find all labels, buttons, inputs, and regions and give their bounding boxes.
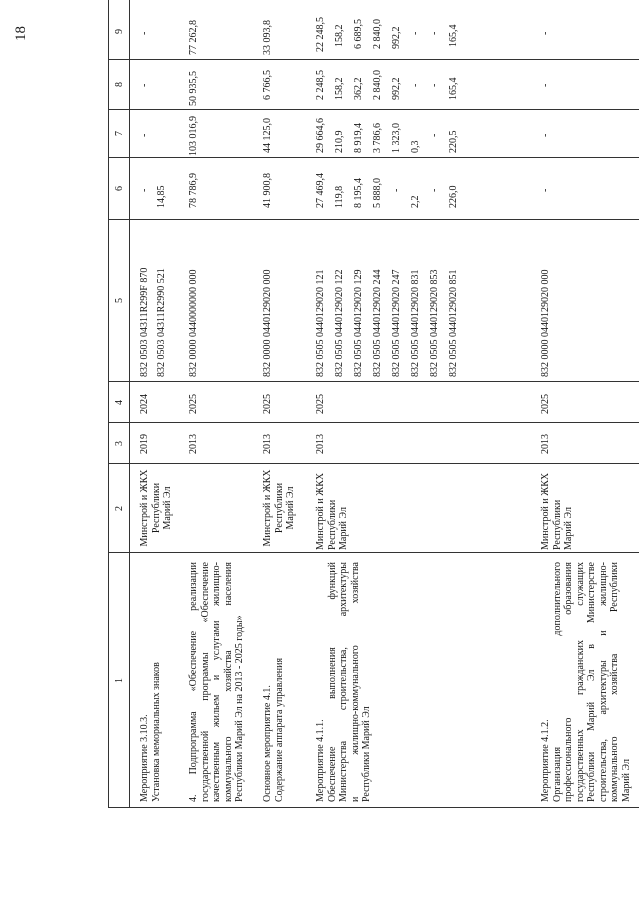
row-executor: Минстрой и ЖКХ Республики Марий Эл xyxy=(540,472,574,550)
row-value: - xyxy=(429,83,440,87)
row-budget-code: 832 0505 0440129020 121 xyxy=(315,269,326,377)
row-budget-code: 832 0505 0440129020 247 xyxy=(391,269,402,377)
row-value: 158,2 xyxy=(334,77,345,100)
row-value: 77 262,8 xyxy=(188,20,199,55)
row-value: 14,85 xyxy=(156,185,167,208)
column-divider xyxy=(108,157,639,158)
row-end-year: 2025 xyxy=(262,394,273,414)
row-start-year: 2013 xyxy=(262,434,273,454)
row-executor: Минстрой и ЖКХ Республики Марий Эл xyxy=(139,469,173,547)
row-value: 22 248,5 xyxy=(315,17,326,52)
row-value: 165,4 xyxy=(448,77,459,100)
row-value: - xyxy=(391,188,402,192)
header-col-7: 7 xyxy=(114,131,125,136)
row-end-year: 2024 xyxy=(139,394,150,414)
header-col-5: 5 xyxy=(114,298,125,303)
column-divider xyxy=(108,552,639,553)
row-value: - xyxy=(139,188,150,192)
row-budget-code: 832 0505 0440129020 853 xyxy=(429,269,440,377)
row-value: - xyxy=(540,188,551,192)
row-value: 41 900,8 xyxy=(262,173,273,208)
row-value: 27 469,4 xyxy=(315,173,326,208)
row-value: 6 766,5 xyxy=(262,70,273,100)
row-value: - xyxy=(139,133,150,137)
row-value: 8 195,4 xyxy=(353,178,364,208)
row-start-year: 2013 xyxy=(315,434,326,454)
row-start-year: 2013 xyxy=(540,434,551,454)
row-value: - xyxy=(540,83,551,87)
column-divider xyxy=(108,109,639,110)
row-value: 8 919,4 xyxy=(353,123,364,153)
row-value: 2 248,5 xyxy=(315,70,326,100)
row-value: - xyxy=(139,83,150,87)
column-divider xyxy=(108,422,639,423)
row-value: 6 689,5 xyxy=(353,19,364,49)
row-budget-code: 832 0505 0440129020 122 xyxy=(334,269,345,377)
row-start-year: 2019 xyxy=(139,434,150,454)
header-col-2: 2 xyxy=(114,506,125,511)
row-budget-code: 832 0503 04311R299F 870 xyxy=(139,267,150,377)
row-value: - xyxy=(540,133,551,137)
row-event-text: 4. Подпрограмма «Обеспечение реализации государственной программы «Обеспечение качественным жильем и услугами жилищно- коммунального хозяйства населения Республики Марий Эл на 2013 - 2025 годы» xyxy=(188,562,245,802)
row-start-year: 2013 xyxy=(188,434,199,454)
row-value: 158,2 xyxy=(334,24,345,47)
table-top-border xyxy=(108,0,109,808)
row-value: 3 786,6 xyxy=(372,123,383,153)
row-value: 119,8 xyxy=(334,185,345,208)
row-value: 992,2 xyxy=(391,77,402,100)
row-value: - xyxy=(540,31,551,35)
row-value: 50 935,5 xyxy=(188,71,199,106)
row-value: 226,0 xyxy=(448,185,459,208)
row-value: 1 323,0 xyxy=(391,123,402,153)
column-divider xyxy=(108,807,639,808)
row-end-year: 2025 xyxy=(188,394,199,414)
row-value: 33 093,8 xyxy=(262,20,273,55)
row-budget-code: 832 0000 0440129020 000 xyxy=(540,269,551,377)
row-budget-code: 832 0505 0440129020 244 xyxy=(372,269,383,377)
row-value: 5 888,0 xyxy=(372,178,383,208)
row-event-text: Мероприятие 3.10.3. Установка мемориальных знаков xyxy=(139,662,162,802)
column-divider xyxy=(108,381,639,382)
header-col-1: 1 xyxy=(114,678,125,683)
row-event-text: Мероприятие 4.1.1. Обеспечение выполнения функций Министерства строительства, архитектуры и жилищно-коммунального хозяйства Республики Марий Эл xyxy=(315,562,372,802)
row-budget-code: 832 0000 0440000000 000 xyxy=(188,269,199,377)
row-event-text: Основное мероприятие 4.1. Содержание аппарата управления xyxy=(262,657,285,802)
row-value: - xyxy=(139,31,150,35)
header-col-8: 8 xyxy=(114,82,125,87)
row-value: 165,4 xyxy=(448,24,459,47)
row-value: 992,2 xyxy=(391,26,402,49)
row-value: 210,9 xyxy=(334,130,345,153)
row-value: - xyxy=(429,133,440,137)
page-number: 18 xyxy=(13,26,29,41)
row-value: 44 125,0 xyxy=(262,118,273,153)
column-divider xyxy=(108,59,639,60)
row-event-text: Мероприятие 4.1.2. Организация дополнительного профессионального образования государственных гражданских служащих Республики Марий Эл в Министерстве строительства, архитектуры и жилищно- коммунального хозяйства Республики Марий Эл xyxy=(540,562,632,802)
row-value: 2 840,0 xyxy=(372,19,383,49)
row-value: 103 016,9 xyxy=(188,116,199,156)
row-value: 29 664,6 xyxy=(315,118,326,153)
row-budget-code: 832 0505 0440129020 851 xyxy=(448,269,459,377)
row-budget-code: 832 0505 0440129020 129 xyxy=(353,269,364,377)
row-end-year: 2025 xyxy=(315,394,326,414)
header-col-9: 9 xyxy=(114,29,125,34)
row-executor: Минстрой и ЖКХ Республики Марий Эл xyxy=(315,472,349,550)
row-budget-code: 832 0505 0440129020 831 xyxy=(410,269,421,377)
row-value: 220,5 xyxy=(448,130,459,153)
row-value: 0,3 xyxy=(410,140,421,153)
row-value: - xyxy=(429,188,440,192)
row-value: 2,2 xyxy=(410,195,421,208)
row-value: - xyxy=(410,31,421,35)
column-divider xyxy=(108,219,639,220)
header-col-3: 3 xyxy=(114,441,125,446)
row-value: 78 786,9 xyxy=(188,173,199,208)
header-col-4: 4 xyxy=(114,400,125,405)
row-value: - xyxy=(429,31,440,35)
row-executor: Минстрой и ЖКХ Республики Марий Эл xyxy=(262,469,296,547)
header-col-6: 6 xyxy=(114,186,125,191)
row-value: - xyxy=(410,83,421,87)
row-budget-code: 832 0000 0440129020 000 xyxy=(262,269,273,377)
row-end-year: 2025 xyxy=(540,394,551,414)
column-divider xyxy=(108,463,639,464)
row-value: 2 840,0 xyxy=(372,70,383,100)
row-value: 362,2 xyxy=(353,77,364,100)
row-budget-code: 832 0503 04311R2990 521 xyxy=(156,268,167,377)
table-header-border xyxy=(129,0,130,808)
